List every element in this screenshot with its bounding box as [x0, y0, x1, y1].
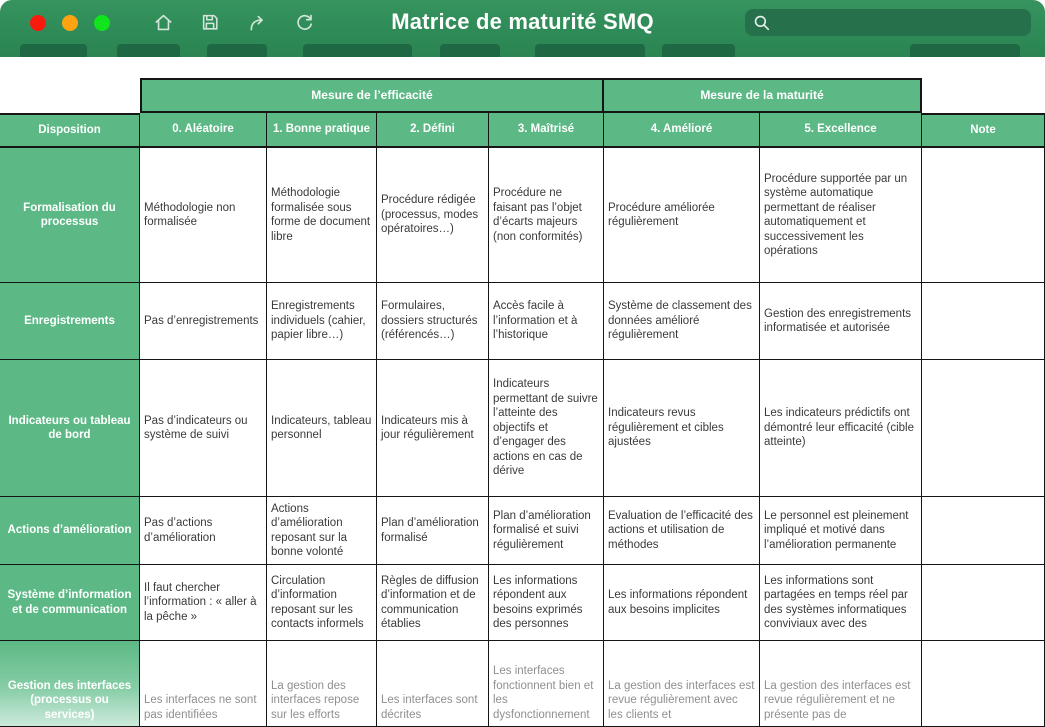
matrix-cell[interactable]: Système de classement des données amélioré régulièrement — [604, 283, 760, 360]
matrix-cell[interactable]: Procédure supportée par un système automatique permettant de réaliser automatiquement et successivement les opérations — [760, 148, 922, 283]
header-spacer — [922, 78, 1045, 113]
group-header-maturite: Mesure de la maturité — [604, 78, 922, 113]
search-box[interactable] — [745, 9, 1031, 36]
matrix-cell[interactable]: Pas d’indicateurs ou système de suivi — [140, 360, 267, 497]
toolbar-tab-stub[interactable] — [303, 44, 412, 57]
search-icon — [753, 14, 771, 32]
matrix-cell[interactable]: Procédure ne faisant pas l’objet d’écarts majeurs (non conformités) — [489, 148, 604, 283]
matrix-cell[interactable]: Evaluation de l’efficacité des actions et utilisation de méthodes — [604, 497, 760, 565]
column-header-5-excellence: 5. Excellence — [760, 113, 922, 148]
matrix-cell[interactable]: Accès facile à l’information et à l’historique — [489, 283, 604, 360]
row-header-actions-amelioration: Actions d’amélioration — [0, 497, 140, 565]
matrix-cell[interactable]: Méthodologie non formalisée — [140, 148, 267, 283]
note-cell[interactable] — [922, 148, 1045, 283]
matrix-cell[interactable]: Le personnel est pleinement impliqué et motivé dans l’amélioration permanente — [760, 497, 922, 565]
matrix-cell[interactable]: Méthodologie formalisée sous forme de document libre — [267, 148, 377, 283]
matrix-cell[interactable]: Les informations sont partagées en temps réel par des systèmes informatiques conviviaux avec des — [760, 565, 922, 641]
matrix-cell[interactable]: Formulaires, dossiers structurés (référencés…) — [377, 283, 489, 360]
matrix-cell[interactable]: Actions d’amélioration reposant sur la bonne volonté — [267, 497, 377, 565]
toolbar-tab-stub[interactable] — [535, 44, 645, 57]
column-header-2-defini: 2. Défini — [377, 113, 489, 148]
matrix-cell[interactable]: Circulation d’information reposant sur les contacts informels — [267, 565, 377, 641]
matrix-cell[interactable]: La gestion des interfaces est revue régulièrement et ne présente pas de — [760, 641, 922, 727]
matrix-cell[interactable]: Enregistrements individuels (cahier, papier libre…) — [267, 283, 377, 360]
toolbar — [152, 11, 315, 33]
row-header-enregistrements: Enregistrements — [0, 283, 140, 360]
matrix-cell[interactable]: Plan d’amélioration formalisé et suivi régulièrement — [489, 497, 604, 565]
matrix-cell[interactable]: Les interfaces fonctionnent bien et les dysfonctionnement — [489, 641, 604, 727]
matrix-cell[interactable]: Les informations répondent aux besoins exprimés des personnes — [489, 565, 604, 641]
note-cell[interactable] — [922, 641, 1045, 727]
matrix-cell[interactable]: Indicateurs, tableau personnel — [267, 360, 377, 497]
page-title: Matrice de maturité SMQ — [391, 9, 654, 34]
column-header-0-aleatoire: 0. Aléatoire — [140, 113, 267, 148]
matrix-cell[interactable]: Règles de diffusion d’information et de communication établies — [377, 565, 489, 641]
column-header-3-maitrise: 3. Maîtrisé — [489, 113, 604, 148]
row-header-indicateurs: Indicateurs ou tableau de bord — [0, 360, 140, 497]
matrix-cell[interactable]: Les indicateurs prédictifs ont démontré leur efficacité (cible atteinte) — [760, 360, 922, 497]
note-cell[interactable] — [922, 565, 1045, 641]
search-input[interactable] — [777, 14, 1023, 31]
home-icon[interactable] — [152, 11, 174, 33]
matrix-cell[interactable]: Indicateurs mis à jour régulièrement — [377, 360, 489, 497]
toolbar-tab-stub[interactable] — [117, 44, 180, 57]
matrix-cell[interactable]: Les informations répondent aux besoins implicites — [604, 565, 760, 641]
matrix-cell[interactable]: Les interfaces ne sont pas identifiées — [140, 641, 267, 727]
title-bar — [0, 0, 1045, 57]
matrix-cell[interactable]: Pas d’actions d’amélioration — [140, 497, 267, 565]
refresh-icon[interactable] — [293, 11, 315, 33]
toolbar-tab-stub[interactable] — [207, 44, 267, 57]
note-cell[interactable] — [922, 360, 1045, 497]
note-cell[interactable] — [922, 283, 1045, 360]
save-icon[interactable] — [199, 11, 221, 33]
matrix-cell[interactable]: Indicateurs revus régulièrement et cibles ajustées — [604, 360, 760, 497]
row-header-gestion-interfaces: Gestion des interfaces (processus ou services) — [0, 641, 140, 727]
column-header-4-ameliore: 4. Amélioré — [604, 113, 760, 148]
matrix-cell[interactable]: Plan d’amélioration formalisé — [377, 497, 489, 565]
close-button[interactable] — [30, 15, 46, 31]
matrix-cell[interactable]: La gestion des interfaces repose sur les efforts — [267, 641, 377, 727]
matrix-cell[interactable]: Indicateurs permettant de suivre l’atteinte des objectifs et d’engager des actions en cas de dérive — [489, 360, 604, 497]
matrix-cell[interactable]: Gestion des enregistrements informatisée et autorisée — [760, 283, 922, 360]
matrix-cell[interactable]: Il faut chercher l’information : « aller à la pêche » — [140, 565, 267, 641]
row-header-systeme-information: Système d’information et de communication — [0, 565, 140, 641]
maturity-matrix-table — [0, 78, 1045, 727]
window-controls — [30, 15, 110, 31]
header-spacer — [0, 78, 140, 113]
column-header-note: Note — [922, 113, 1045, 148]
column-header-1-bonne-pratique: 1. Bonne pratique — [267, 113, 377, 148]
toolbar-tab-stub[interactable] — [662, 44, 735, 57]
toolbar-tab-stub[interactable] — [910, 44, 1020, 57]
column-header-disposition: Disposition — [0, 113, 140, 148]
toolbar-tab-stub[interactable] — [20, 44, 87, 57]
group-header-efficacite: Mesure de l’efficacité — [140, 78, 604, 113]
note-cell[interactable] — [922, 497, 1045, 565]
matrix-cell[interactable]: La gestion des interfaces est revue régulièrement avec les clients et — [604, 641, 760, 727]
matrix-cell[interactable]: Pas d’enregistrements — [140, 283, 267, 360]
matrix-cell[interactable]: Les interfaces sont décrites — [377, 641, 489, 727]
row-header-formalisation: Formalisation du processus — [0, 148, 140, 283]
matrix-cell[interactable]: Procédure rédigée (processus, modes opératoires…) — [377, 148, 489, 283]
forward-icon[interactable] — [246, 11, 268, 33]
minimize-button[interactable] — [62, 15, 78, 31]
matrix-cell[interactable]: Procédure améliorée régulièrement — [604, 148, 760, 283]
toolbar-tab-stub[interactable] — [440, 44, 500, 57]
zoom-button[interactable] — [94, 15, 110, 31]
